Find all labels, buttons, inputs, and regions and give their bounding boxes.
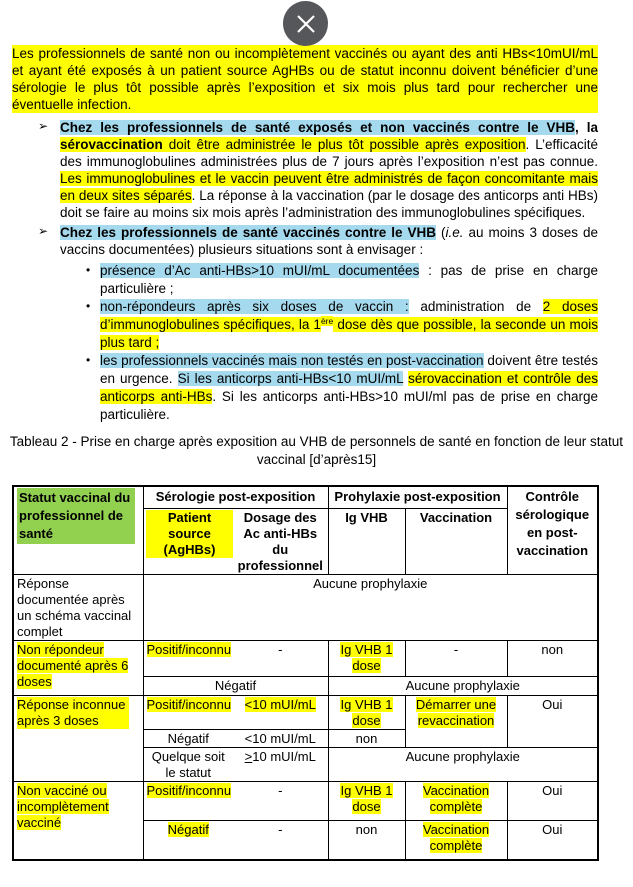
situations-list: [12, 262, 598, 424]
cell-statut-reponse-inconnue-text: Réponse inconnue après 3 doses: [17, 697, 129, 729]
cell-r4b-dosage: -: [233, 820, 328, 860]
cell-r3a-dosage: <10 mUI/mL: [233, 695, 328, 729]
header-controle: Contrôle sérologique en post-vaccination: [507, 486, 598, 574]
header-patient-source-text: Patient source (AgHBs): [146, 510, 234, 558]
close-button[interactable]: [283, 1, 328, 46]
table-caption-text: Tableau 2 - Prise en charge après exposition au VHB de personnels de santé en fonction de leur statut vaccinal [d’après15]: [9, 434, 624, 467]
cell-r4a-ig: Ig VHB 1 dose: [328, 781, 405, 820]
bullet-vaccines: [12, 224, 598, 258]
header-dosage: Dosage des Ac anti-HBs du professionnel: [233, 508, 328, 574]
cell-r4b-ig: non: [328, 820, 405, 860]
dot-bullet-icon: •: [86, 263, 91, 277]
header-statut-vaccinal: [13, 486, 143, 574]
header-statut-vaccinal-text: Statut vaccinal du professionnel de santé: [17, 488, 135, 544]
cell-r2a-dosage: -: [233, 640, 328, 676]
cell-statut-reponse-inconnue: [13, 695, 143, 781]
cell-r3-vaccination: Démarrer une revaccination: [405, 695, 507, 747]
cell-r4b-negatif: Négatif: [143, 820, 233, 860]
cell-r4a-patient: Positif/inconnu: [143, 781, 233, 820]
header-prophylaxie: Prohylaxie post-exposition: [328, 486, 507, 508]
cell-r2b-negatif: Négatif: [143, 676, 328, 695]
cell-statut-non-repondeur-text: Non répondeur documenté après 6 doses: [17, 641, 129, 689]
cell-r1-aucune-prophylaxie: Aucune prophylaxie: [143, 574, 598, 640]
intro-paragraph: [12, 45, 598, 113]
cell-statut-non-repondeur: [13, 640, 143, 695]
cell-statut-non-vaccine: [13, 781, 143, 860]
header-serologie: Sérologie post-exposition: [143, 486, 328, 508]
list-item-presence-ac-text: présence d’Ac anti-HBs>10 mUI/mL documentées : pas de prise en charge particulière ;: [100, 263, 598, 296]
cell-r4a-controle: Oui: [507, 781, 598, 820]
cell-statut-non-vaccine-text: Non vacciné ou incomplètement vacciné: [17, 782, 109, 830]
cell-r3-controle: Oui: [507, 695, 598, 747]
list-item-non-testes: [12, 352, 598, 424]
table-caption: [0, 433, 633, 469]
cell-r3c-aucune-prophylaxie: Aucune prophylaxie: [328, 747, 598, 781]
cell-r2a-patient: Positif/inconnu: [143, 640, 233, 676]
header-ig-vhb: Ig VHB: [328, 508, 405, 574]
cell-r2a-controle: non: [507, 640, 598, 676]
dot-bullet-icon: •: [86, 353, 91, 367]
intro-text: Les professionnels de santé non ou incomplètement vaccinés ou ayant des anti HBs<10mUI/mL et ayant été exposés à un patient source AgHBs ou de statut inconnu doivent bénéficier d’une sérologie le plus tôt possible après l’exposition et six mois plus tard pour rechercher une éventuelle infection.: [12, 46, 598, 112]
bullet-non-vaccines-text: Chez les professionnels de santé exposés et non vaccinés contre le VHB, la sérovaccination doit être administrée le plus tôt possible après exposition. L’efficacité des immunoglobulines administrées plus de 7 jours après l’exposition n’est pas connue. Les immunoglobulines et le vaccin peuvent être administrés de façon concomitante mais en deux sites séparés. La réponse à la vaccination (par le dosage des anticorps anti HBs) doit se faire au moins six mois après l’administration des immunoglobulines spécifiques.: [60, 120, 598, 220]
close-icon: [295, 13, 317, 35]
cell-r2a-ig: Ig VHB 1 dose: [328, 640, 405, 676]
document-content: [9, 45, 624, 861]
cell-r3b-dosage: <10 mUI/mL: [233, 729, 328, 747]
header-vaccination: Vaccination: [405, 508, 507, 574]
list-item-non-testes-text: les professionnels vaccinés mais non testés en post-vaccination doivent être testés en urgence. Si les anticorps anti-HBs<10 mUI/mL sérovaccination et contrôle des anticorps anti-HBs. Si les anticorps anti-HBs>10 mUI/ml pas de prise en charge particulière.: [100, 353, 598, 422]
list-item-non-repondeurs: [12, 298, 598, 352]
vaccination-table: [12, 485, 599, 861]
cell-r4a-vaccination: Vaccination complète: [405, 781, 507, 820]
cell-statut-reponse-documentee: Réponse documentée après un schéma vaccinal complet: [13, 574, 143, 640]
arrow-bullet-icon: ➢: [38, 119, 49, 133]
cell-r2a-vaccination: -: [405, 640, 507, 676]
bullet-non-vaccines: [12, 119, 598, 221]
cell-r2b-aucune-prophylaxie: Aucune prophylaxie: [328, 676, 598, 695]
cell-r4b-controle: Oui: [507, 820, 598, 860]
cell-r3b-negatif: Négatif: [143, 729, 233, 747]
cell-r4a-dosage: -: [233, 781, 328, 820]
cell-r3a-patient: Positif/inconnu: [143, 695, 233, 729]
cell-r4b-vaccination: Vaccination complète: [405, 820, 507, 860]
list-item-presence-ac: [12, 262, 598, 298]
list-item-non-repondeurs-text: non-répondeurs après six doses de vaccin : administration de 2 doses d’immunoglobulines spécifiques, la 1ère dose dès que possible, la seconde un mois plus tard ;: [100, 299, 598, 350]
cell-r3c-quelque-soit: Quelque soit le statut: [143, 747, 233, 781]
arrow-bullet-icon: ➢: [38, 224, 49, 238]
cell-r3b-ig: non: [328, 729, 405, 747]
cell-r3c-dosage: >10 mUI/mL: [233, 747, 328, 781]
cell-r3a-ig: Ig VHB 1 dose: [328, 695, 405, 729]
header-patient-source: [143, 508, 233, 574]
dot-bullet-icon: •: [86, 299, 91, 313]
bullet-vaccines-text: Chez les professionnels de santé vaccinés contre le VHB (i.e. au moins 3 doses de vaccins documentées) plusieurs situations sont à envisager :: [60, 225, 598, 257]
